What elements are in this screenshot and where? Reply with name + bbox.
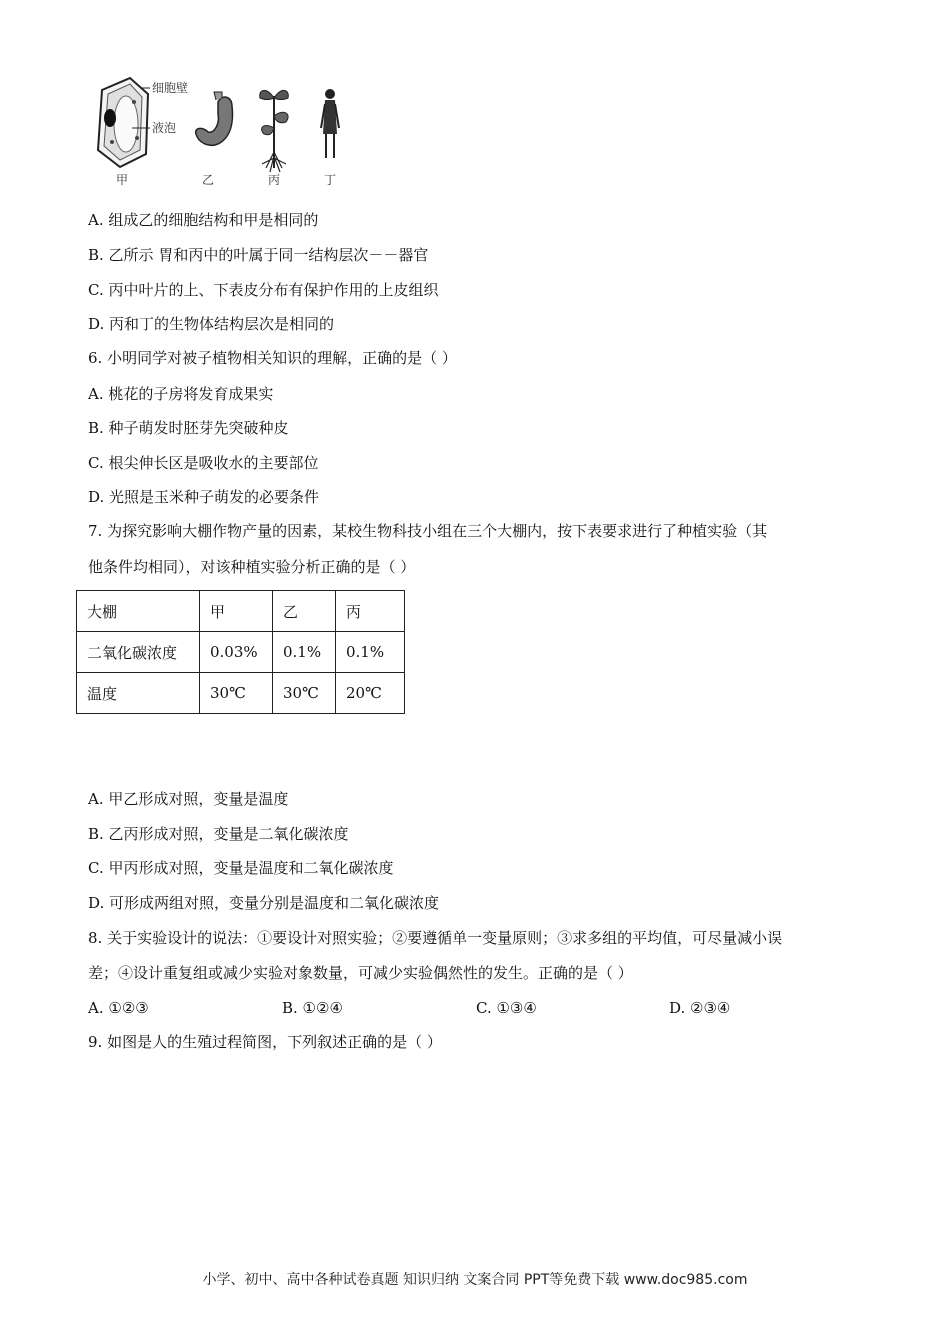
page-footer: 小学、初中、高中各种试卷真题 知识归纳 文案合同 PPT等免费下载 www.doc985.com xyxy=(202,1272,748,1288)
q5-option-c: C. 丙中叶片的上、下表皮分布有保护作用的上皮组织 xyxy=(88,281,439,299)
table-cell: 丙 xyxy=(336,591,405,632)
table-cell: 20℃ xyxy=(336,673,405,714)
q6-option-c: C. 根尖伸长区是吸收水的主要部位 xyxy=(88,454,319,472)
q7-option-d: D. 可形成两组对照，变量分别是温度和二氧化碳浓度 xyxy=(88,894,440,912)
q8-option-b: B. ①②④ xyxy=(282,999,343,1017)
plant-cell-diagram xyxy=(98,78,150,167)
q5-option-d: D. 丙和丁的生物体结构层次是相同的 xyxy=(88,315,335,333)
stomach-drawing xyxy=(196,97,233,145)
q7-stem-line2: 他条件均相同），对该种植实验分析正确的是（ ） xyxy=(88,558,416,576)
q7-option-c: C. 甲丙形成对照，变量是温度和二氧化碳浓度 xyxy=(88,859,394,877)
table-cell: 30℃ xyxy=(200,673,273,714)
table-cell: 温度 xyxy=(77,673,200,714)
q8-stem-line2: 差；④设计重复组或减少实验对象数量，可减少实验偶然性的发生。正确的是（ ） xyxy=(88,964,633,982)
q7-option-b: B. 乙丙形成对照，变量是二氧化碳浓度 xyxy=(88,825,349,843)
table-cell: 乙 xyxy=(273,591,336,632)
q9-stem: 9. 如图是人的生殖过程简图，下列叙述正确的是（ ） xyxy=(88,1033,442,1051)
table-row xyxy=(77,673,405,714)
label-ding: 丁 xyxy=(324,173,337,187)
q8-stem-line1: 8. 关于实验设计的说法：①要设计对照实验；②要遵循单一变量原则；③求多组的平均值，可尽量减小误 xyxy=(88,929,783,947)
biology-figure xyxy=(90,72,370,187)
q7-stem-line1: 7. 为探究影响大棚作物产量的因素，某校生物科技小组在三个大棚内，按下表要求进行了种植实验（其 xyxy=(88,522,768,540)
q8-option-c: C. ①③④ xyxy=(476,999,537,1017)
experiment-table xyxy=(76,590,405,714)
person-drawing xyxy=(321,89,339,158)
label-bing: 丙 xyxy=(268,173,281,187)
q8-option-a: A. ①②③ xyxy=(88,999,149,1017)
table-cell: 大棚 xyxy=(77,591,200,632)
table-cell: 0.03% xyxy=(200,632,273,673)
q5-option-a: A. 组成乙的细胞结构和甲是相同的 xyxy=(88,211,319,229)
plant-drawing xyxy=(260,90,289,172)
label-yi: 乙 xyxy=(202,173,215,187)
label-jia: 甲 xyxy=(116,173,129,187)
table-cell: 二氧化碳浓度 xyxy=(77,632,200,673)
q8-option-d: D. ②③④ xyxy=(669,999,731,1017)
table-row xyxy=(77,591,405,632)
q5-option-b: B. 乙所示 胃和丙中的叶属于同一结构层次－－器官 xyxy=(88,246,429,264)
q6-stem: 6. 小明同学对被子植物相关知识的理解，正确的是（ ） xyxy=(88,349,457,367)
q6-option-d: D. 光照是玉米种子萌发的必要条件 xyxy=(88,488,320,506)
table-row xyxy=(77,632,405,673)
table-cell: 甲 xyxy=(200,591,273,632)
q6-option-a: A. 桃花的子房将发育成果实 xyxy=(88,385,274,403)
q7-option-a: A. 甲乙形成对照，变量是温度 xyxy=(88,790,289,808)
cell-wall-label: 细胞壁 xyxy=(152,81,189,95)
vacuole-label: 液泡 xyxy=(152,121,177,135)
table-cell: 30℃ xyxy=(273,673,336,714)
q6-option-b: B. 种子萌发时胚芽先突破种皮 xyxy=(88,419,289,437)
table-cell: 0.1% xyxy=(336,632,405,673)
table-cell: 0.1% xyxy=(273,632,336,673)
